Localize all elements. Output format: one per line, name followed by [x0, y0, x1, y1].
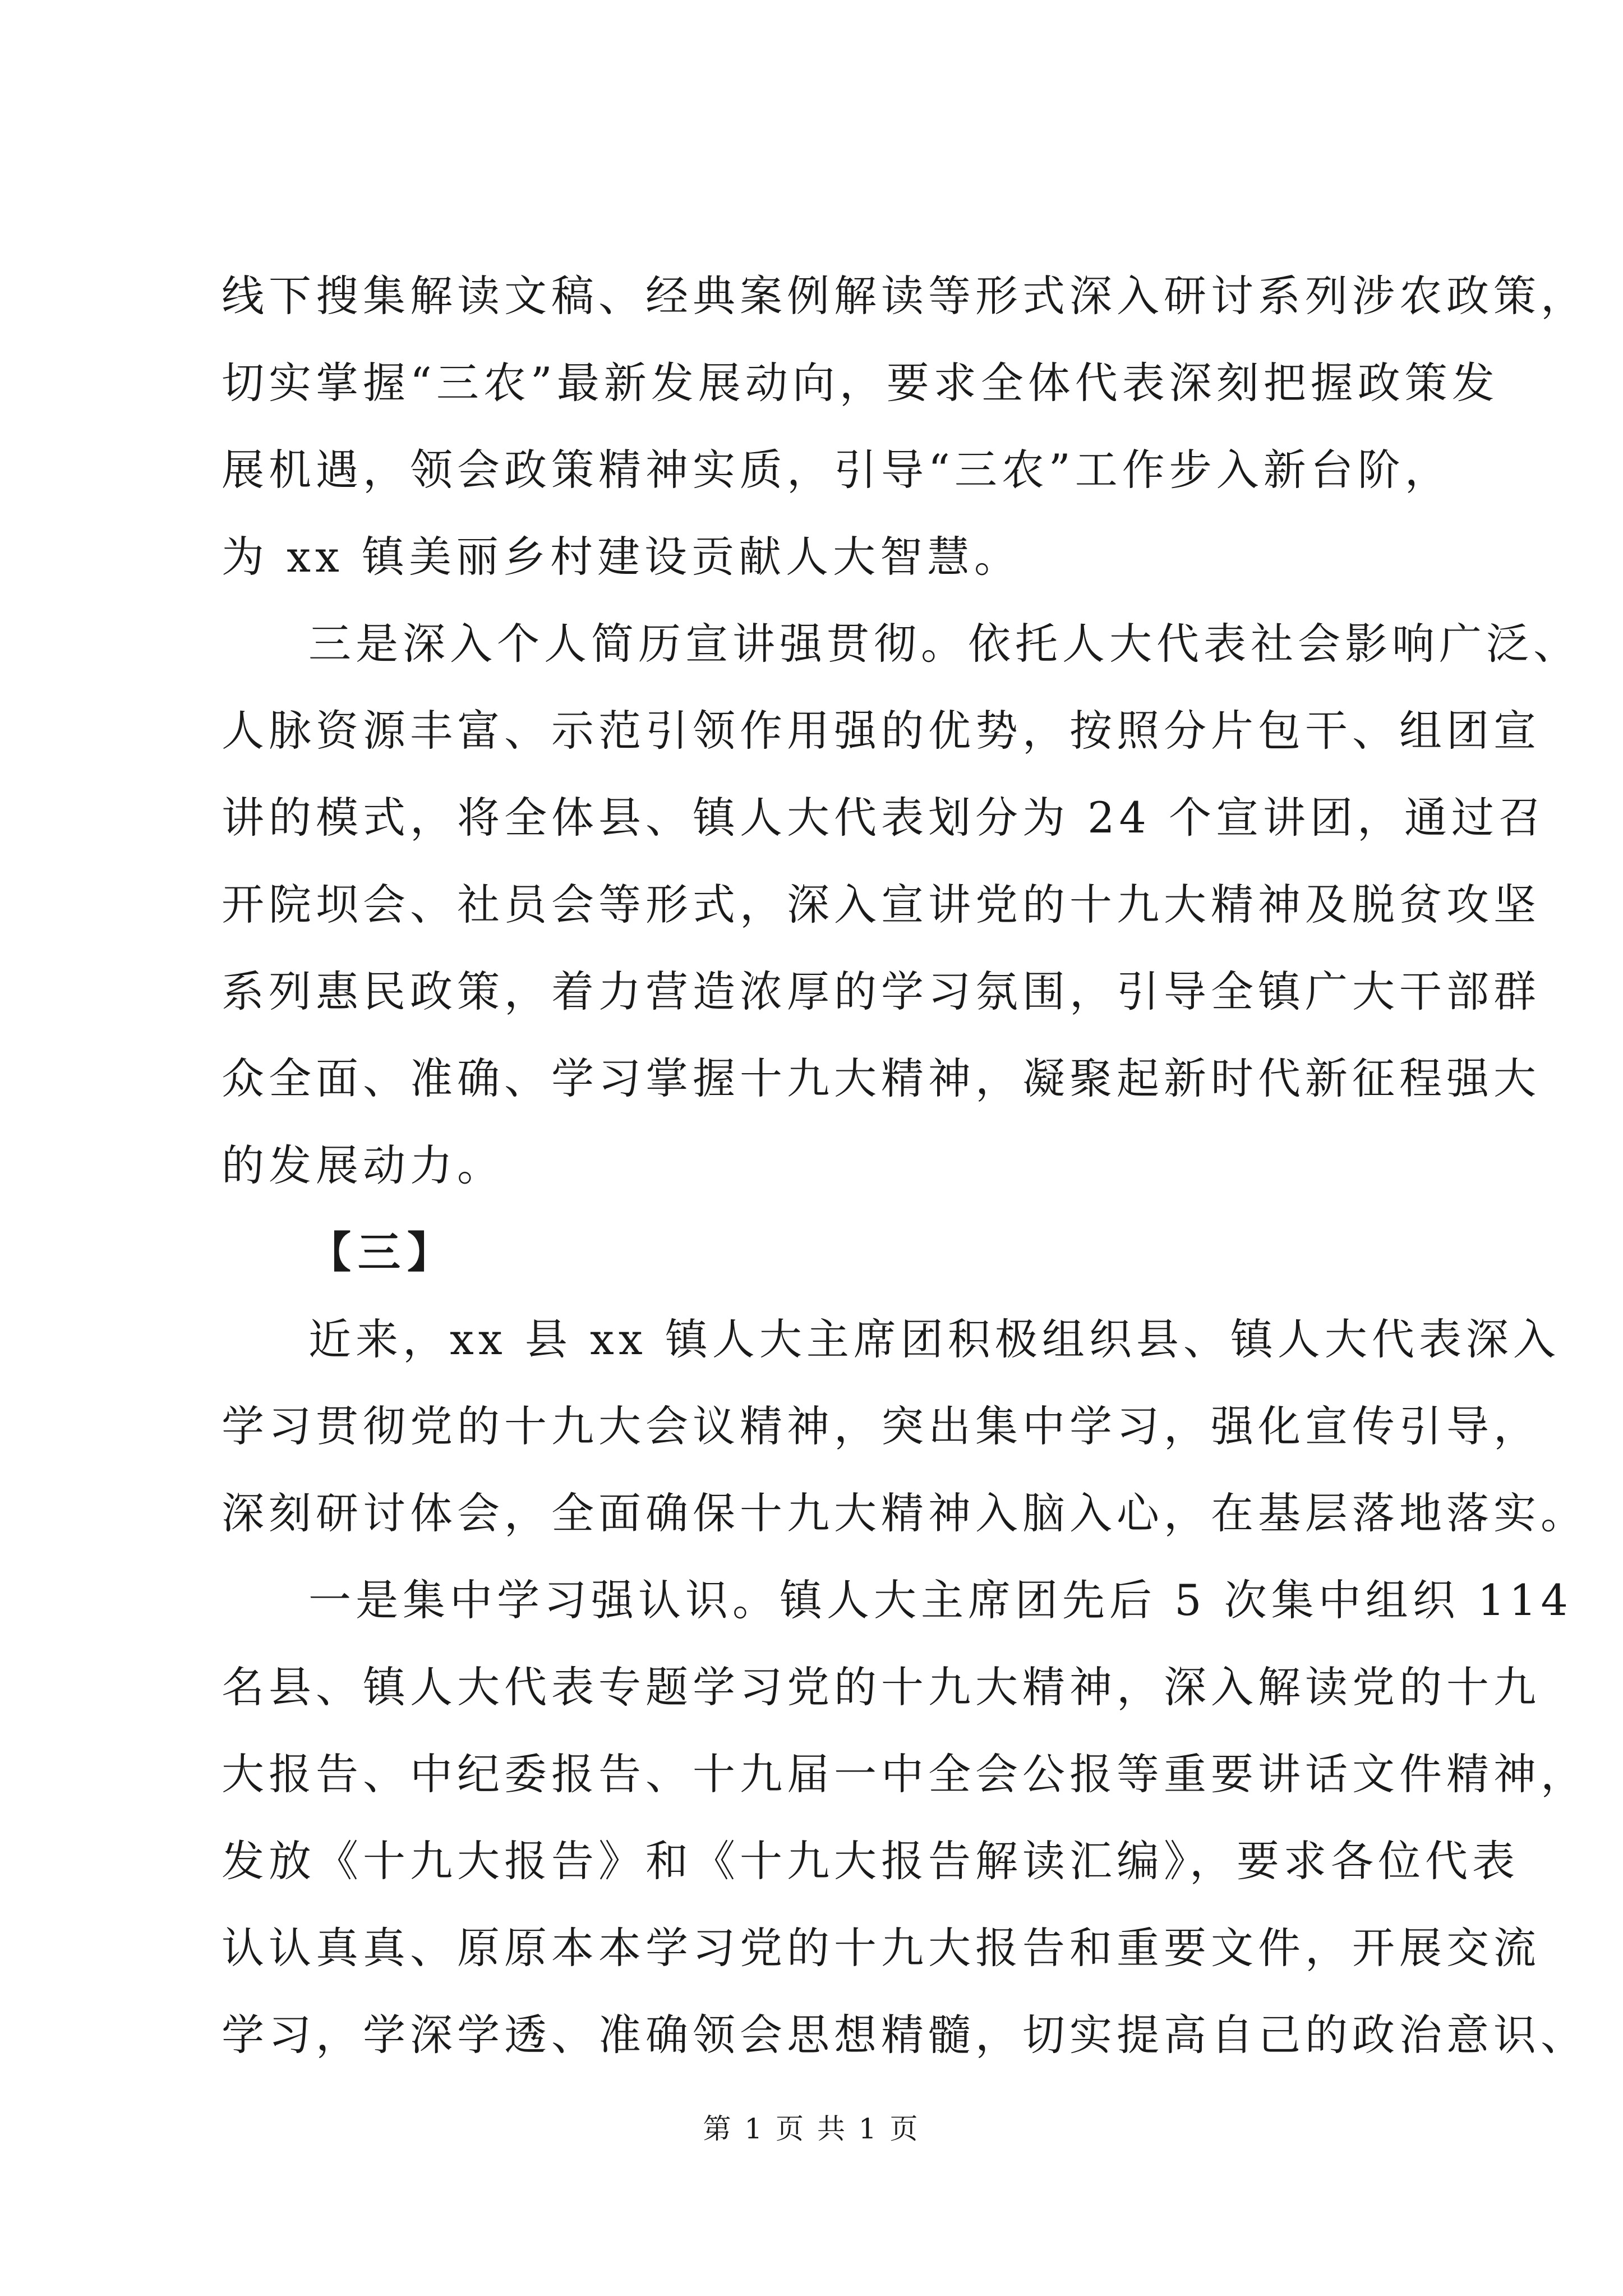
paragraph-1 [222, 252, 1588, 600]
text-line: 的发展动力。 [222, 1140, 504, 1190]
text-line: 讲的模式，将全体县、镇人大代表划分为 24 个宣讲团，通过召 [222, 793, 1546, 843]
text-line: 名县、镇人大代表专题学习党的十九大精神，深入解读党的十九 [222, 1662, 1541, 1712]
text-line: 线下搜集解读文稿、经典案例解读等形式深入研讨系列涉农政策， [222, 271, 1588, 321]
document-body [222, 252, 1588, 2078]
page-footer [0, 2106, 1623, 2147]
text-line: 学习贯彻党的十九大会议精神，突出集中学习，强化宣传引导， [222, 1401, 1541, 1451]
text-line: 切实掌握“三农”最新发展动向，要求全体代表深刻把握政策发 [222, 358, 1499, 408]
paragraph-3 [222, 1296, 1588, 1557]
section-heading-block [222, 1209, 1416, 1296]
text-line: 认认真真、原原本本学习党的十九大报告和重要文件，开展交流 [222, 1923, 1541, 1973]
text-line: 一是集中学习强认识。镇人大主席团先后 5 次集中组织 114 [308, 1575, 1573, 1625]
text-line: 系列惠民政策，着力营造浓厚的学习氛围，引导全镇广大干部群 [222, 967, 1541, 1016]
text-line: 近来，xx 县 xx 镇人大主席团积极组织县、镇人大代表深入 [308, 1314, 1560, 1364]
paragraph-4 [222, 1557, 1588, 2078]
text-line: 发放《十九大报告》和《十九大报告解读汇编》，要求各位代表 [222, 1836, 1519, 1886]
text-line: 为 xx 镇美丽乡村建设贡献人大智慧。 [222, 532, 1022, 582]
text-line: 深刻研讨体会，全面确保十九大精神入脑入心，在基层落地落实。 [222, 1488, 1588, 1538]
text-line: 展机遇，领会政策精神实质，引导“三农”工作步入新台阶， [222, 445, 1452, 495]
text-line: 众全面、准确、学习掌握十九大精神，凝聚起新时代新征程强大 [222, 1053, 1541, 1103]
text-line: 开院坝会、社员会等形式，深入宣讲党的十九大精神及脱贫攻坚 [222, 880, 1541, 930]
paragraph-2 [222, 600, 1580, 1209]
section-heading: 【三】 [308, 1227, 457, 1277]
page-number-label: 第 1 页 共 1 页 [703, 2113, 920, 2145]
text-line: 人脉资源丰富、示范引领作用强的优势，按照分片包干、组团宣 [222, 706, 1541, 756]
text-line: 大报告、中纪委报告、十九届一中全会公报等重要讲话文件精神， [222, 1749, 1588, 1799]
text-line: 学习，学深学透、准确领会思想精髓，切实提高自己的政治意识、 [222, 2010, 1588, 2060]
text-line: 三是深入个人简历宣讲强贯彻。依托人大代表社会影响广泛、 [308, 619, 1580, 669]
